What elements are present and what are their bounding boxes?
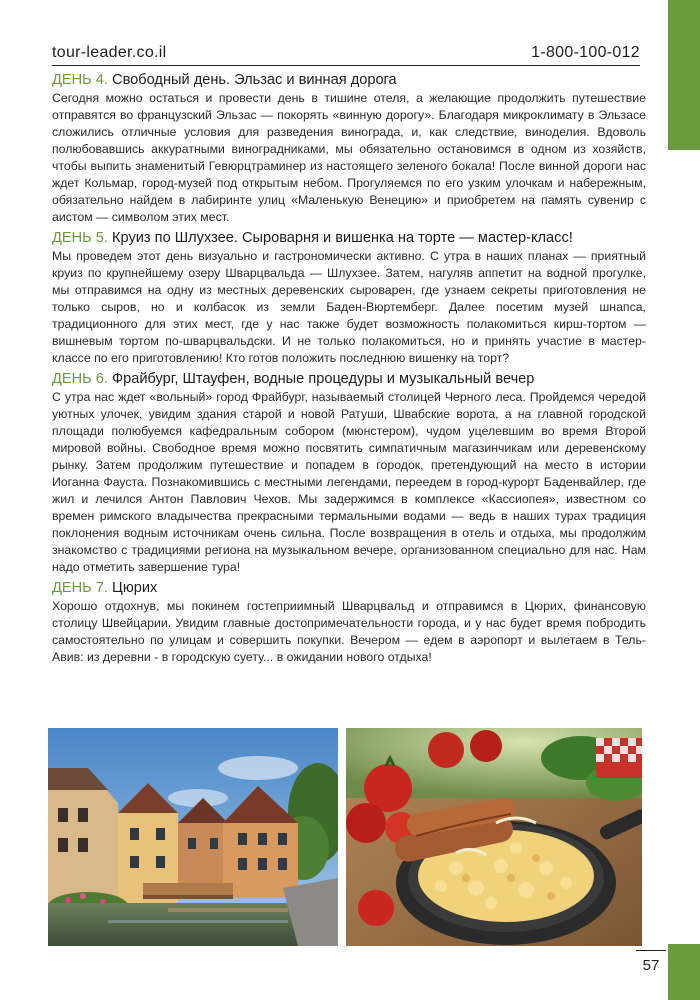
phone-number: 1-800-100-012 [531, 44, 640, 61]
day-description: Мы проведем этот день визуально и гастрономически активно. С утра в наших планах — приятный круиз по крупнейшему озеру Шварцвальда — Шлухзее. Затем, нагуляв аппетит на водной прогулке, мы отправимся на одну из местных деревенских сыроварен, где узнаем секреты приготовления не только сыров, но и колбасок из земли Баден-Вюртемберг. Далее посетим музей шнапса, традиционного для этих мест, где у нас также будет возможность полакомиться кирш-тортом — вишневым тортом по-шварцвальдски. И не только полакомиться, но и принять участие в мастер-классе по его приготовлению! Кто готов положить последнюю вишенку на торт? [52, 249, 646, 365]
day-4-section [52, 70, 646, 226]
day-description: С утра нас ждет «вольный» город Фрайбург, называемый столицей Черного леса. Пройдемся чередой уютных улочек, увидим здания старой и новой Ратуши, Швабские ворота, а на главной городской площади полюбуемся кафедральным собором (мюнстером), чудом уцелевшим во время Второй мировой войны. Свободное время можно посвятить симпатичным магазинчикам или деревенскому рынку. Затем продолжим путешествие и попадем в городок, претендующий на место в истории Иоганна Фауста. Познакомившись с местными легендами, переедем в город-курорт Баденвайлер, где жил и лечился Антон Павлович Чехов. Мы задержимся в комплексе «Кассиопея», известном со времен римского владычества прекрасными термальными водами — ведь в наших турах традиция поклонения водным источникам очень сильна. После возвращения в отель и отдыха, мы продолжим знакомство с традициями региона на музыкальном вечере, организованном специально для нас. Нам надо отметить завершение тура! [52, 390, 646, 574]
day-number: ДЕНЬ 7. [52, 580, 108, 596]
day-description: Хорошо отдохнув, мы покинем гостеприимный Шварцвальд и отправимся в Цюрих, финансовую столицу Швейцарии. Увидим главные достопримечательности города, и у нас будет время побродить самостоятельно по улицам и совершить покупки. Вечером — едем в аэропорт и вылетаем в Тель-Авив: из деревни - в городскую суету... в ожидании нового отдыха! [52, 599, 646, 664]
day-heading [52, 228, 646, 248]
day-number: ДЕНЬ 6. [52, 371, 108, 387]
day-7-section [52, 578, 646, 666]
day-title: Фрайбург, Штауфен, водные процедуры и музыкальный вечер [112, 371, 535, 387]
page-tab [668, 944, 700, 1000]
side-stripe [668, 0, 700, 150]
day-title: Свободный день. Эльзас и винная дорога [112, 72, 397, 88]
spaetzle-photo [346, 728, 642, 946]
day-title: Круиз по Шлухзее. Сыроварня и вишенка на торте — мастер-класс! [112, 230, 573, 246]
day-5-section [52, 228, 646, 367]
day-heading [52, 369, 646, 389]
day-heading [52, 578, 646, 598]
page-number: 57 [636, 950, 666, 981]
itinerary [52, 70, 646, 668]
day-number: ДЕНЬ 5. [52, 230, 108, 246]
day-description: Сегодня можно остаться и провести день в тишине отеля, а желающие продолжить путешествие отправятся во французский Эльзас — покорять «винную дорогу». Благодаря микроклимату в Эльзасе сложились отличные условия для разведения винограда, и, как следствие, виноделия. Вдоволь полюбовавшись аккуратными виноградниками, мы обязательно остановимся в одном из хозяйств, чтобы выпить знаменитый Гевюрцтраминер из настоящего зеленого бокала! После винной дороги нас ждет Кольмар, город-музей под открытым небом. Прогуляемся по его узким улочкам и набережным, обязательно найдем в лабиринте улиц «Маленькую Венецию» и приобретем на память сувенир с аистом — символом этих мест. [52, 91, 646, 224]
site-url: tour-leader.co.il [52, 44, 167, 61]
day-6-section [52, 369, 646, 576]
page-header [52, 40, 640, 66]
day-title: Цюрих [112, 580, 158, 596]
colmar-photo [48, 728, 338, 946]
day-heading [52, 70, 646, 90]
day-number: ДЕНЬ 4. [52, 72, 108, 88]
